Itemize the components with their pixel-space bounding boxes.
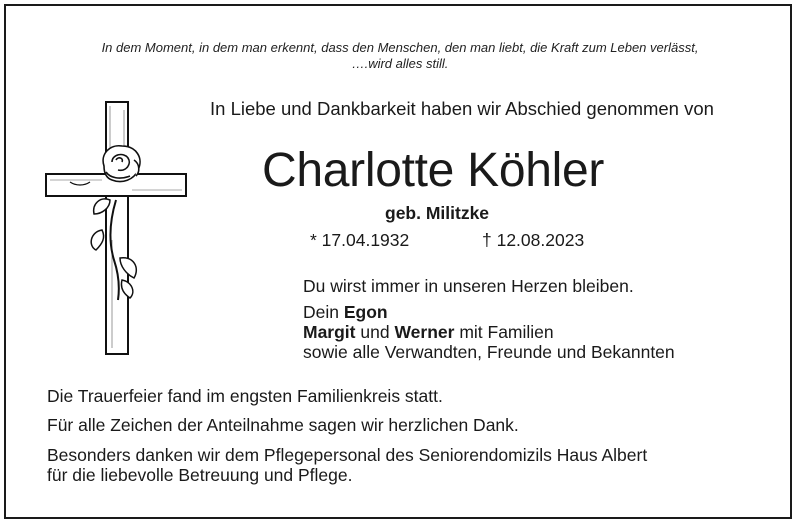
- name-werner: Werner: [394, 322, 455, 342]
- mourners-line-2: [303, 302, 388, 322]
- name-egon: Egon: [343, 302, 388, 322]
- dein-text: Dein: [303, 302, 339, 322]
- birth-name: geb. Militzke: [385, 203, 490, 223]
- mourners-line-3: [303, 322, 554, 342]
- mit-familien-text: mit Familien: [459, 322, 554, 342]
- quote-line-1: In dem Moment, in dem man erkennt, dass den Menschen, den man liebt, die Kraft zum Leben verlässt,: [101, 40, 699, 55]
- funeral-note: Die Trauerfeier fand im engsten Familienkreis statt.: [47, 386, 443, 406]
- thanks-note: Für alle Zeichen der Anteilnahme sagen wir herzlichen Dank.: [47, 415, 519, 435]
- care-thanks-line-1: Besonders danken wir dem Pflegepersonal des Seniorendomizils Haus Albert: [47, 445, 648, 465]
- und-text: und: [360, 322, 390, 342]
- intro-text: In Liebe und Dankbarkeit haben wir Abschied genommen von: [210, 98, 714, 119]
- quote-line-2: ….wird alles still.: [351, 56, 449, 71]
- mourners-line-4: sowie alle Verwandten, Freunde und Bekannten: [303, 342, 675, 362]
- care-thanks-line-2: für die liebevolle Betreuung und Pflege.: [47, 465, 353, 485]
- death-date: † 12.08.2023: [482, 230, 585, 250]
- mourners-line-1: Du wirst immer in unseren Herzen bleiben.: [303, 276, 634, 296]
- cross-with-rose-icon: [44, 100, 190, 358]
- name-margit: Margit: [303, 322, 356, 342]
- birth-date: * 17.04.1932: [310, 230, 410, 250]
- deceased-name: Charlotte Köhler: [262, 144, 605, 197]
